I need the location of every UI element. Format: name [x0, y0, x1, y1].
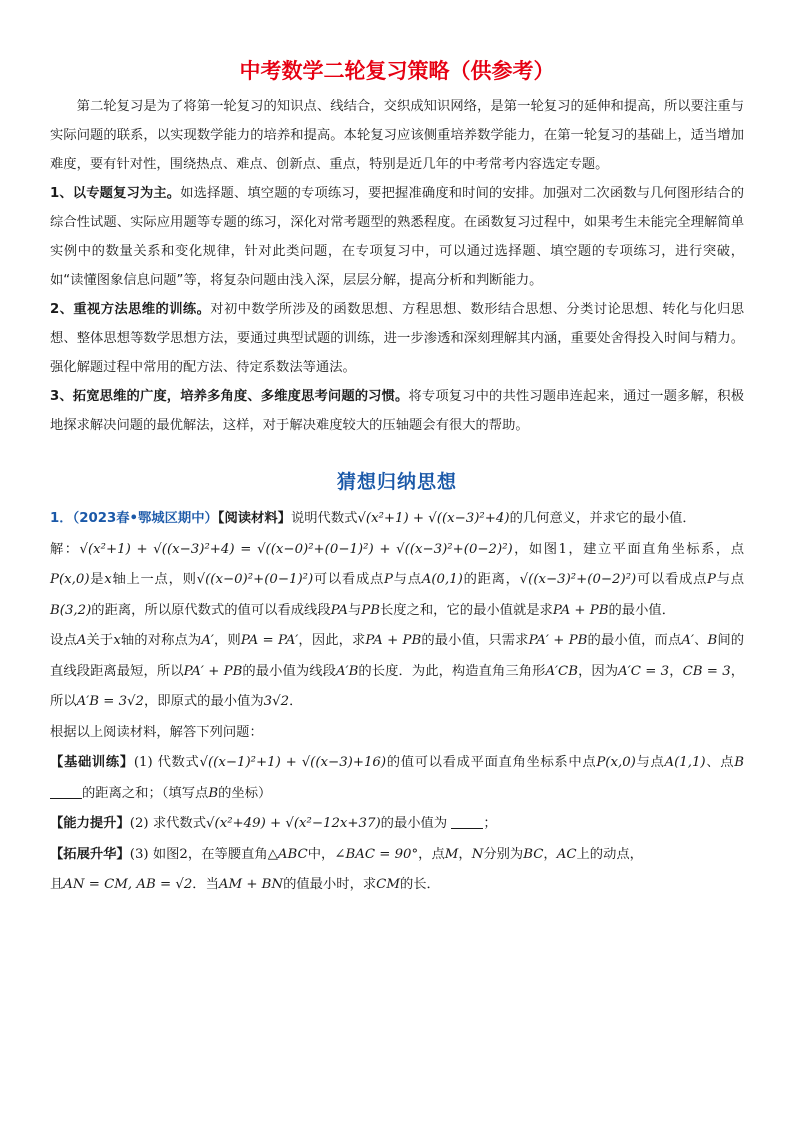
- var-b: B: [707, 633, 718, 648]
- solution-text: ，如图1，建立平面直角坐标系，点: [512, 541, 744, 557]
- question-text: ；: [483, 816, 497, 831]
- strategy-3: [50, 382, 744, 440]
- point-a-1-1: A(1,1): [664, 755, 706, 770]
- problem-stem: [50, 504, 744, 535]
- solution-text: 的最小值．: [608, 602, 675, 618]
- stem-expression: √(x²+1) + √((x−3)²+4): [357, 511, 510, 526]
- question-text: ．当: [192, 877, 219, 892]
- answer-blank[interactable]: [451, 814, 483, 829]
- strategy-2-heading: 2、重视方法思维的训练。: [50, 302, 211, 317]
- solution-text: ，即原式的最小值为: [143, 694, 264, 709]
- minimum-value: 3√2: [263, 694, 290, 709]
- var-x: x: [104, 572, 112, 587]
- question-text: 的长．: [399, 877, 440, 892]
- question-text: 且: [50, 877, 64, 892]
- solution-text: 设点: [50, 633, 77, 648]
- var-p: P: [384, 572, 393, 587]
- question-1-expression: √((x−1)²+1) + √((x−3)+16): [199, 755, 387, 770]
- strategy-1-heading: 1、以专题复习为主。: [50, 186, 181, 201]
- solution-text: 的最小值，只需求: [421, 633, 529, 648]
- question-text: ，点: [418, 846, 445, 862]
- solution-text: 可以看成点: [636, 572, 708, 587]
- expression-pb: √((x−3)²+(0−2)²): [519, 572, 637, 587]
- point-a: A(0,1): [421, 572, 463, 587]
- sum-pa-prime-pb: PA′ + PB: [183, 663, 243, 679]
- answer-blank[interactable]: [50, 784, 82, 799]
- strategy-1-text: 如选择题、填空题的专项练习，要把握准确度和时间的安排。加强对二次函数与几何图形结合的综合性试题、实际应用题等专题的练习，深化对常考题型的熟悉程度。在函数复习过程中，如果考生未能完全理解简单实例中的数量关系和变化规律，针对此类问题，在专项复习中，可以通过选择题、填空题的专项练习，进行突破，如“读懂图象信息问题”等，将复杂问题由浅入深，层层分解，提高分析和判断能力。: [50, 186, 744, 288]
- solution-lead: 解：: [50, 541, 80, 557]
- solution-text: 与点: [716, 572, 745, 587]
- question-text: 与点: [635, 755, 665, 770]
- var-n: N: [471, 846, 484, 862]
- solution-text: 可以看成点: [313, 572, 384, 587]
- solution-text: 间的直线段距离最短，所以: [50, 633, 745, 679]
- eq-a-prime-b: A′B = 3√2: [76, 694, 144, 709]
- solution-text: 的距离，所以原代数式的值可以看成线段: [91, 602, 331, 618]
- question-2-label: 【能力提升】: [50, 816, 130, 831]
- point-b: B(3,2): [50, 602, 92, 618]
- eq-a-prime-c: A′C = 3: [618, 663, 670, 679]
- question-1-label: 【基础训练】: [50, 755, 134, 770]
- solution-text: 的距离，: [462, 572, 520, 587]
- problem-1: [50, 504, 744, 901]
- strategy-2: [50, 295, 744, 382]
- segment-ac: AC: [556, 846, 577, 862]
- question-text: 分别为: [483, 846, 524, 862]
- question-text: (3) 如图2，在等腰直角: [129, 846, 268, 862]
- question-text: ，: [543, 846, 557, 862]
- solution-text: 与: [347, 602, 362, 618]
- question-text: 的最小值为: [380, 816, 448, 831]
- solution-text: ，: [669, 663, 683, 679]
- question-text: 、点: [705, 755, 735, 770]
- point-p: P(x,0): [50, 572, 90, 587]
- problem-source: （2023春•鄂城区期中）: [72, 511, 218, 526]
- solution-text: 、: [693, 633, 708, 648]
- strategy-3-heading: 3、拓宽思维的广度，培养多角度、多维度思考问题的习惯。: [50, 389, 409, 404]
- var-b: B: [734, 755, 745, 770]
- reading-label: 【阅读材料】: [217, 511, 291, 526]
- triangle-abc: △ABC: [267, 846, 308, 862]
- solution-text: ，因此，求: [298, 633, 366, 648]
- question-3: [50, 840, 744, 871]
- question-text: 的距离之和；（填写点: [82, 785, 209, 801]
- strategy-1: [50, 179, 744, 295]
- var-a: A: [76, 633, 87, 648]
- segment-pa: PA: [330, 602, 348, 618]
- solution-text: ．: [289, 694, 303, 709]
- question-1: [50, 748, 744, 809]
- var-b: B: [208, 785, 219, 801]
- question-3-continued: [50, 870, 744, 901]
- stem-text-2: 的几何意义，并求它的最小值．: [509, 511, 696, 526]
- question-prompt: 根据以上阅读材料，解答下列问题：: [50, 724, 263, 740]
- section-title: 猜想归纳思想: [336, 471, 457, 493]
- sum-pa-pb: PA + PB: [365, 633, 422, 648]
- eq-cb: CB = 3: [682, 663, 731, 679]
- angle-bac: ∠BAC = 90°: [334, 846, 419, 862]
- intro-section: [50, 92, 744, 440]
- solution-text: ，所以: [50, 663, 745, 709]
- solution-text: 轴的对称点为: [120, 633, 202, 648]
- var-m: M: [444, 846, 459, 862]
- var-a-prime: A′: [681, 633, 694, 648]
- question-text: 的值最小时，求: [283, 877, 377, 892]
- solution-expression: √(x²+1) + √((x−3)²+4) = √((x−0)²+(0−1)²) + √((x−3)²+(0−2)²): [79, 541, 513, 557]
- var-a-prime: A′: [201, 633, 214, 648]
- segment-bc: BC: [523, 846, 544, 862]
- eq-pa: PA = PA′: [240, 633, 299, 648]
- question-text: ，: [458, 846, 472, 862]
- stem-text: 说明代数式: [290, 511, 358, 526]
- sum-pa-pb: PA + PB: [552, 602, 609, 618]
- solution-paragraph-1: [50, 535, 744, 627]
- segment-a-prime-b: A′B: [335, 663, 359, 679]
- intro-paragraph: 第二轮复习是为了将第一轮复习的知识点、线结合，交织成知识网络，是第一轮复习的延伸和提高，所以要注重与实际问题的联系，以实现数学能力的培养和提高。本轮复习应该侧重培养数学能力，在第一轮复习的基础上，适当增加难度，要有针对性，围绕热点、难点、创新点、重点，特别是近几年的中考常考内容选定专题。: [50, 99, 744, 172]
- solution-text: 的最小值为线段: [242, 663, 336, 679]
- var-x: x: [113, 633, 121, 648]
- solution-text: ，因为: [578, 663, 619, 679]
- question-text: 中，: [307, 846, 335, 862]
- strategy-2-text: 对初中数学所涉及的函数思想、方程思想、数形结合思想、分类讨论思想、转化与化归思想、整体思想等数学思想方法，要通过典型试题的训练，进一步渗透和深刻理解其内涵，重要处舍得投入时间与精力。强化解题过程中常用的配方法、待定系数法等通法。: [50, 302, 744, 375]
- question-text: 上的动点，: [576, 846, 643, 862]
- solution-text: ，则: [213, 633, 241, 648]
- solution-text: 长度之和，它的最小值就是求: [380, 602, 553, 618]
- solution-text: 关于: [86, 633, 114, 648]
- segment-cm: CM: [376, 877, 400, 892]
- expression-pa: √((x−0)²+(0−1)²): [196, 572, 314, 587]
- triangle-a-prime-cb: A′CB: [545, 663, 579, 679]
- solution-text: 轴上一点，则: [111, 572, 197, 587]
- question-text: (1) 代数式: [133, 755, 200, 770]
- question-2-expression: √(x²+49) + √(x²−12x+37): [206, 816, 381, 831]
- sum-pa-prime-pb: PA′ + PB: [528, 633, 588, 648]
- solution-text: 与点: [392, 572, 422, 587]
- var-p: P: [707, 572, 716, 587]
- solution-text: 是: [89, 572, 105, 587]
- page-title: 中考数学二轮复习策略（供参考）: [239, 59, 555, 83]
- sum-am-bn: AM + BN: [218, 877, 284, 892]
- point-p: P(x,0): [596, 755, 636, 770]
- segment-pb: PB: [361, 602, 380, 618]
- question-3-label: 【拓展升华】: [50, 846, 130, 862]
- question-3-condition: AN = CM, AB = √2: [63, 877, 193, 892]
- question-2: [50, 809, 744, 840]
- question-text: 的值可以看成平面直角坐标系中点: [386, 755, 597, 770]
- solution-paragraph-2: [50, 626, 744, 718]
- question-text: (2) 求代数式: [129, 816, 207, 831]
- solution-text: 的长度．为此，构造直角三角形: [358, 663, 546, 679]
- question-text: 的坐标）: [218, 785, 272, 801]
- solution-text: 的最小值，而点: [587, 633, 682, 648]
- strategy-3-text: 将专项复习中的共性习题串连起来，通过一题多解，积极地探求解决问题的最优解法，这样，对于解决难度较大的压轴题会有很大的帮助。: [50, 389, 744, 433]
- problem-number: 1．: [50, 511, 73, 526]
